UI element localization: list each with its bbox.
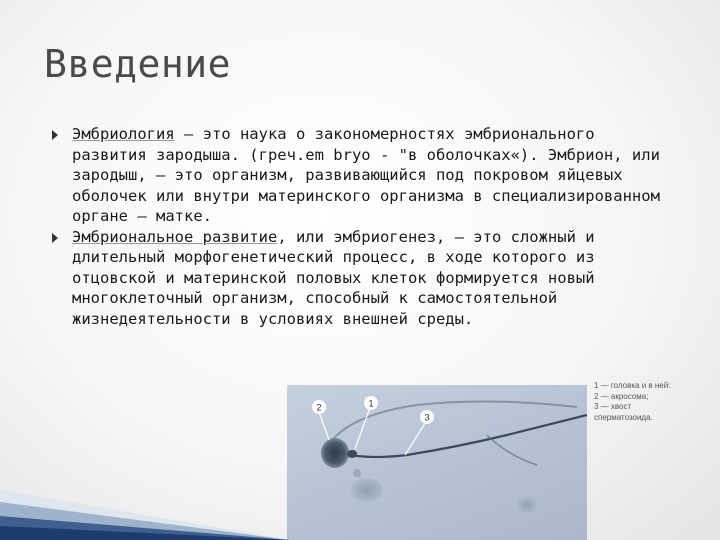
bullet-text: , или эмбриогенез, — это сложный и длительный морфогенетический процесс, в ходе которого из отцовской и материнской половых клеток формируется новый многоклеточный организм, способный к самостоятельной жизнедеятельности в условиях внешней среды. [72, 227, 595, 328]
bullet-arrow-icon [52, 130, 58, 140]
bullet-term: Эмбриональное развитие [72, 227, 278, 246]
figure-caption [594, 381, 714, 423]
figure-label-3: 3 [424, 412, 430, 423]
sperm-head [321, 438, 349, 468]
bullet-text: — это наука о закономерностях эмбрионального развития зародыша. (греч.em bryo - "в оболочках«). Эмбрион, или зародыш, — это организм, развивающийся под покровом яйцевых оболочек или внутри материнского организма в специализированном органе — матке. [72, 125, 660, 225]
caption-line: сперматозоида. [594, 412, 653, 422]
corner-decoration [0, 450, 290, 540]
caption-line: 3 — хвост [594, 402, 632, 411]
figure-label-1: 1 [368, 398, 374, 409]
bullet-embryonic-development [50, 227, 670, 330]
bullet-list [50, 124, 670, 329]
bullet-term: Эмбриология [72, 125, 175, 143]
bullet-embryology [50, 124, 670, 227]
caption-line: 2 — акросома; [594, 391, 649, 401]
caption-line: 1 — головка и в ней: [594, 381, 671, 390]
slide-title: Введение [44, 42, 232, 86]
micrograph-drawing [287, 385, 587, 540]
sperm-cell-micrograph [287, 385, 587, 540]
figure-label-2: 2 [316, 402, 322, 413]
bullet-arrow-icon [52, 233, 58, 243]
